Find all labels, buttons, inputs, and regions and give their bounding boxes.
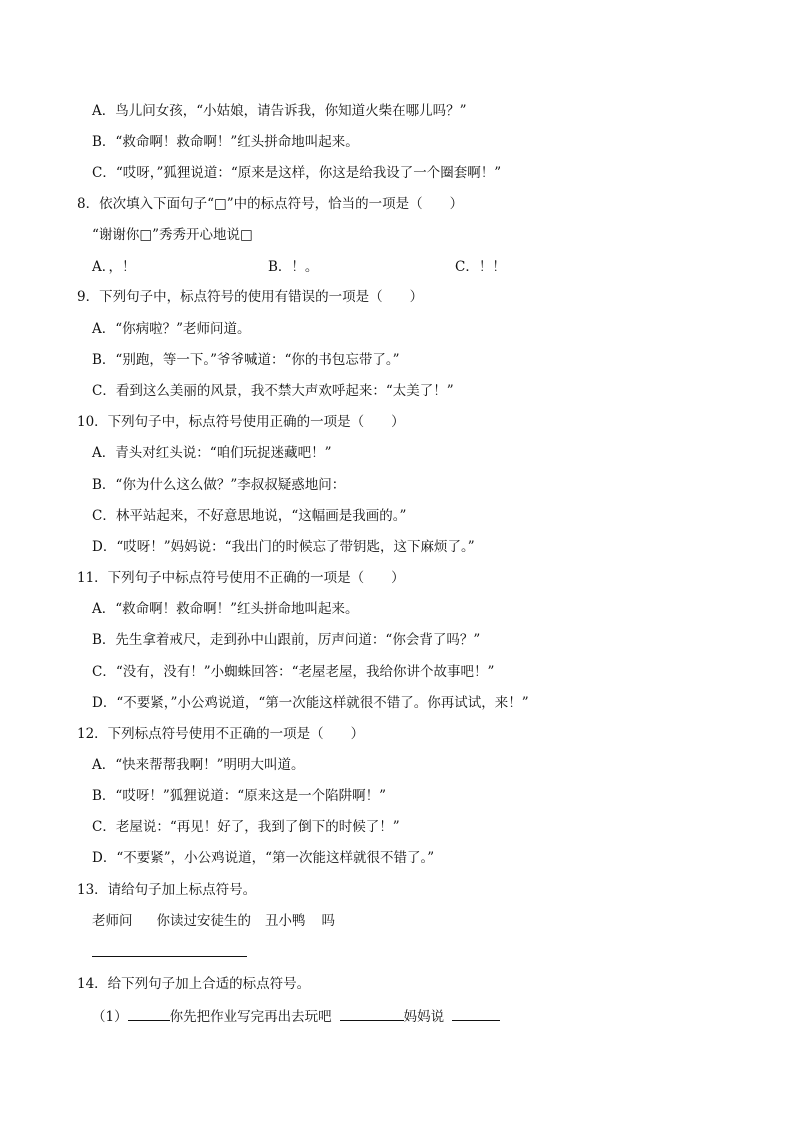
q7-option-c: C．“哎呀，”狐狸说道：“原来是这样，你这是给我设了一个圈套啊！” (92, 165, 502, 181)
q13-sentence (92, 911, 335, 931)
q12-option-d: D．“不要紧”，小公鸡说道，“第一次能这样就很不错了。” (92, 850, 435, 866)
q12-stem: 12．下列标点符号使用不正确的一项是（ ） (77, 726, 365, 742)
q11-option-d: D．“不要紧，”小公鸡说道，“第一次能这样就很不错了。你再试试，来！” (92, 695, 529, 711)
q14-item-label: （1） (92, 1009, 128, 1025)
q8-sentence: “谢谢你□”秀秀开心地说□ (92, 227, 253, 243)
q9-option-a: A．“你病啦？”老师问道。 (92, 321, 251, 337)
q9-option-b: B．“别跑，等一下。”爷爷喊道：“你的书包忘带了。” (92, 352, 400, 368)
q14-text-2: 妈妈说 (403, 1009, 445, 1025)
q13-part-4: 吗 (321, 913, 335, 929)
q11-option-b: B．先生拿着戒尺，走到孙中山跟前，厉声问道：“你会背了吗？” (92, 632, 481, 648)
q13-part-3: 丑小鸭 (265, 913, 306, 929)
q14-stem: 14．给下列句子加上合适的标点符号。 (77, 976, 311, 992)
q10-option-d: D．“哎呀！”妈妈说：“我出门的时候忘了带钥匙，这下麻烦了。” (92, 539, 475, 555)
q14-blank-3[interactable] (452, 1006, 500, 1021)
q11-option-c: C．“没有，没有！”小蜘蛛回答：“老屋老屋，我给你讲个故事吧！” (92, 664, 495, 680)
q8-option-b: B．！。 (268, 259, 319, 275)
q7-option-b: B．“救命啊！救命啊！”红头拼命地叫起来。 (92, 134, 359, 150)
q12-option-a: A．“快来帮帮我啊！”明明大叫道。 (92, 757, 305, 773)
q14-blank-1[interactable] (128, 1006, 170, 1021)
q12-option-b: B．“哎呀！”狐狸说道：“原来这是一个陷阱啊！” (92, 788, 387, 804)
q13-part-1: 老师问 (92, 913, 133, 929)
q10-stem: 10．下列句子中，标点符号使用正确的一项是（ ） (77, 414, 405, 430)
q11-option-a: A．“救命啊！救命啊！”红头拼命地叫起来。 (92, 601, 359, 617)
q14-blank-2[interactable] (340, 1006, 404, 1021)
q8-option-a: A．，！ (92, 259, 136, 275)
q10-option-c: C．林平站起来，不好意思地说，“这幅画是我画的。” (92, 508, 407, 524)
q12-option-c: C．老屋说：“再见！好了，我到了倒下的时候了！” (92, 819, 400, 835)
q8-stem: 8．依次填入下面句子“□”中的标点符号，恰当的一项是（ ） (77, 196, 464, 212)
q11-stem: 11．下列句子中标点符号使用不正确的一项是（ ） (77, 570, 405, 586)
q13-answer-line[interactable] (92, 956, 247, 957)
q13-part-2: 你读过安徒生的 (156, 913, 251, 929)
q10-option-a: A．青头对红头说：“咱们玩捉迷藏吧！” (92, 445, 332, 461)
q8-option-c: C．！！ (455, 259, 506, 275)
q9-stem: 9．下列句子中，标点符号的使用有错误的一项是（ ） (77, 289, 424, 305)
q9-option-c: C．看到这么美丽的风景，我不禁大声欢呼起来：“太美了！” (92, 383, 454, 399)
q14-item-1 (92, 1006, 500, 1027)
q10-option-b: B．“你为什么这么做？”李叔叔疑惑地问： (92, 477, 346, 493)
q13-stem: 13．请给句子加上标点符号。 (77, 882, 257, 898)
q7-option-a: A．鸟儿问女孩，“小姑娘，请告诉我，你知道火柴在哪儿吗？” (92, 103, 467, 119)
q14-text-1: 你先把作业写完再出去玩吧 (169, 1009, 332, 1025)
